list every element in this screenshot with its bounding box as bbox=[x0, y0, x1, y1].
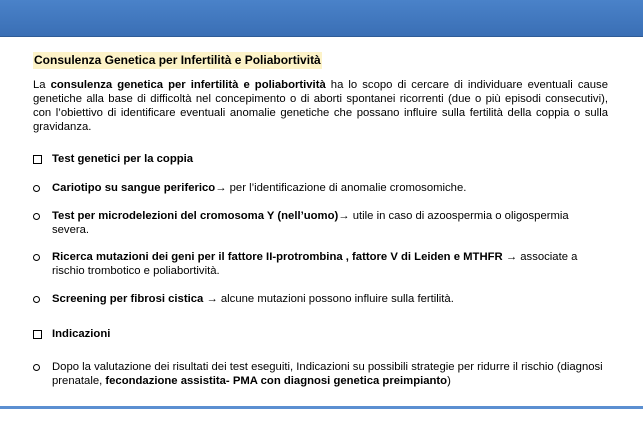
list-item-thrombophilia bbox=[33, 250, 608, 278]
list-item-cystic-fibrosis bbox=[33, 292, 608, 307]
list-item-karyotype bbox=[33, 181, 608, 196]
item-rest: → utile in caso di azoospermia o oligospermia severa. bbox=[52, 210, 569, 236]
list-item-y-microdeletion bbox=[33, 209, 608, 237]
bottom-rule bbox=[0, 406, 643, 409]
item-post: ) bbox=[447, 375, 451, 387]
item-bold: Test per microdelezioni del cromosoma Y (nell’uomo) bbox=[52, 210, 339, 222]
checkbox-square-icon bbox=[33, 152, 52, 168]
intro-post: ha lo scopo di cercare di individuare eventuali cause genetiche alla base di difficoltà nel concepimento o di aborti spontanei ricorrenti (due o più episodi consecutivi), con l’obiettivo di identificare eventuali anomalie genetiche che possano influire sulla fertilità della coppia o sulla gravidanza. bbox=[33, 79, 608, 133]
intro-paragraph bbox=[33, 78, 608, 134]
checkbox-square-icon bbox=[33, 327, 52, 343]
page-title: Consulenza Genetica per Infertilità e Poliabortività bbox=[34, 53, 321, 67]
item-pre: Dopo la valutazione dei risultati dei test eseguiti, Indicazioni su possibili strategie per ridurre il rischio (diagnosi prenatale, bbox=[52, 361, 603, 387]
item-rest: → per l’identificazione di anomalie cromosomiche. bbox=[215, 182, 467, 194]
item-rest: → associate a rischio trombotico e poliabortività. bbox=[52, 251, 578, 277]
intro-pre: La bbox=[33, 79, 51, 91]
section-heading-tests-label: Test genetici per la coppia bbox=[52, 153, 194, 165]
section-heading-tests bbox=[33, 152, 608, 168]
item-bold: Ricerca mutazioni dei geni per il fattore II-protrombina , fattore V di Leiden e MTHFR bbox=[52, 251, 503, 263]
item-bold: Cariotipo su sangue periferico bbox=[52, 182, 216, 194]
bullet-circle-icon bbox=[33, 360, 52, 375]
section-heading-indications bbox=[33, 327, 608, 343]
document-content bbox=[33, 52, 608, 388]
bullet-circle-icon bbox=[33, 181, 52, 196]
list-item-indications bbox=[33, 360, 608, 388]
header-bar bbox=[0, 0, 643, 37]
item-rest: → alcune mutazioni possono influire sulla fertilità. bbox=[203, 293, 454, 305]
bullet-circle-icon bbox=[33, 209, 52, 224]
intro-bold: consulenza genetica per infertilità e poliabortività bbox=[50, 79, 326, 91]
item-bold: fecondazione assistita- PMA con diagnosi genetica preimpianto bbox=[105, 375, 448, 387]
bullet-circle-icon bbox=[33, 250, 52, 265]
item-bold: Screening per fibrosi cistica bbox=[52, 293, 204, 305]
section-heading-indications-label: Indicazioni bbox=[52, 328, 111, 340]
bullet-circle-icon bbox=[33, 292, 52, 307]
